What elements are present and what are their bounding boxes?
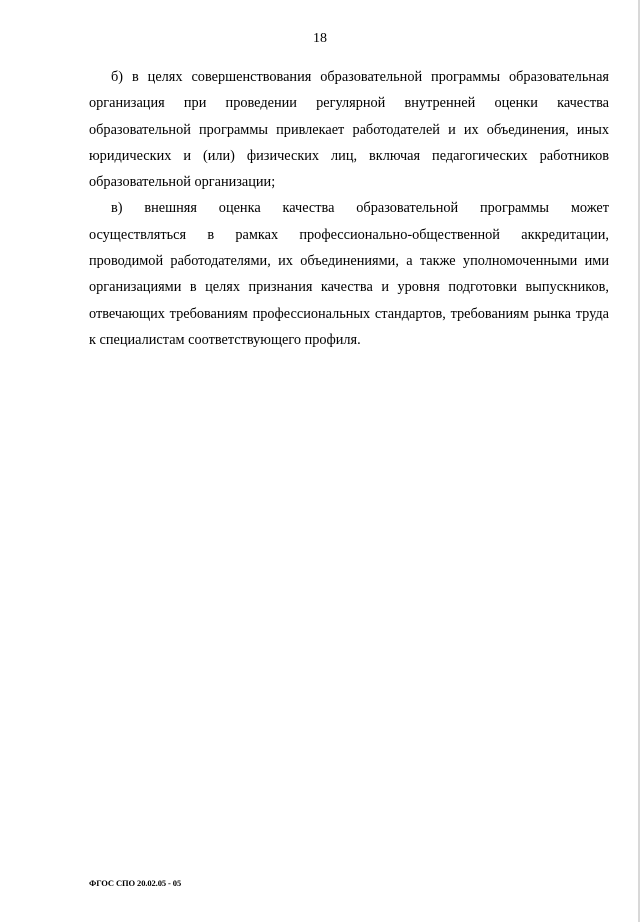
paragraph-line: юридических и (или) физических лиц, включая педагогических работников [89,147,609,164]
paragraph-v [89,195,609,353]
paragraph-line: образовательной организации; [89,174,276,191]
document-body [89,64,609,353]
paragraph-line: образовательной программы привлекает работодателей и их объединения, иных [89,121,609,138]
paragraph-line: организациями в целях признания качества и уровня подготовки выпускников, [89,279,609,296]
paragraph-line: в) внешняя оценка качества образовательной программы может [111,200,609,217]
paragraph-line: организация при проведении регулярной внутренней оценки качества [89,95,609,112]
document-code-footer: ФГОС СПО 20.02.05 - 05 [89,878,182,888]
paragraph-line: проводимой работодателями, их объединениями, а также уполномоченными ими [89,253,609,270]
paragraph-line: б) в целях совершенствования образовательной программы образовательная [111,69,609,85]
page-number: 18 [313,31,327,46]
paragraph-b [89,64,609,195]
paragraph-line: осуществляться в рамках профессионально-общественной аккредитации, [89,226,609,243]
paragraph-line: отвечающих требованиям профессиональных стандартов, требованиям рынка труда [89,305,609,322]
paragraph-line: к специалистам соответствующего профиля. [89,331,361,348]
